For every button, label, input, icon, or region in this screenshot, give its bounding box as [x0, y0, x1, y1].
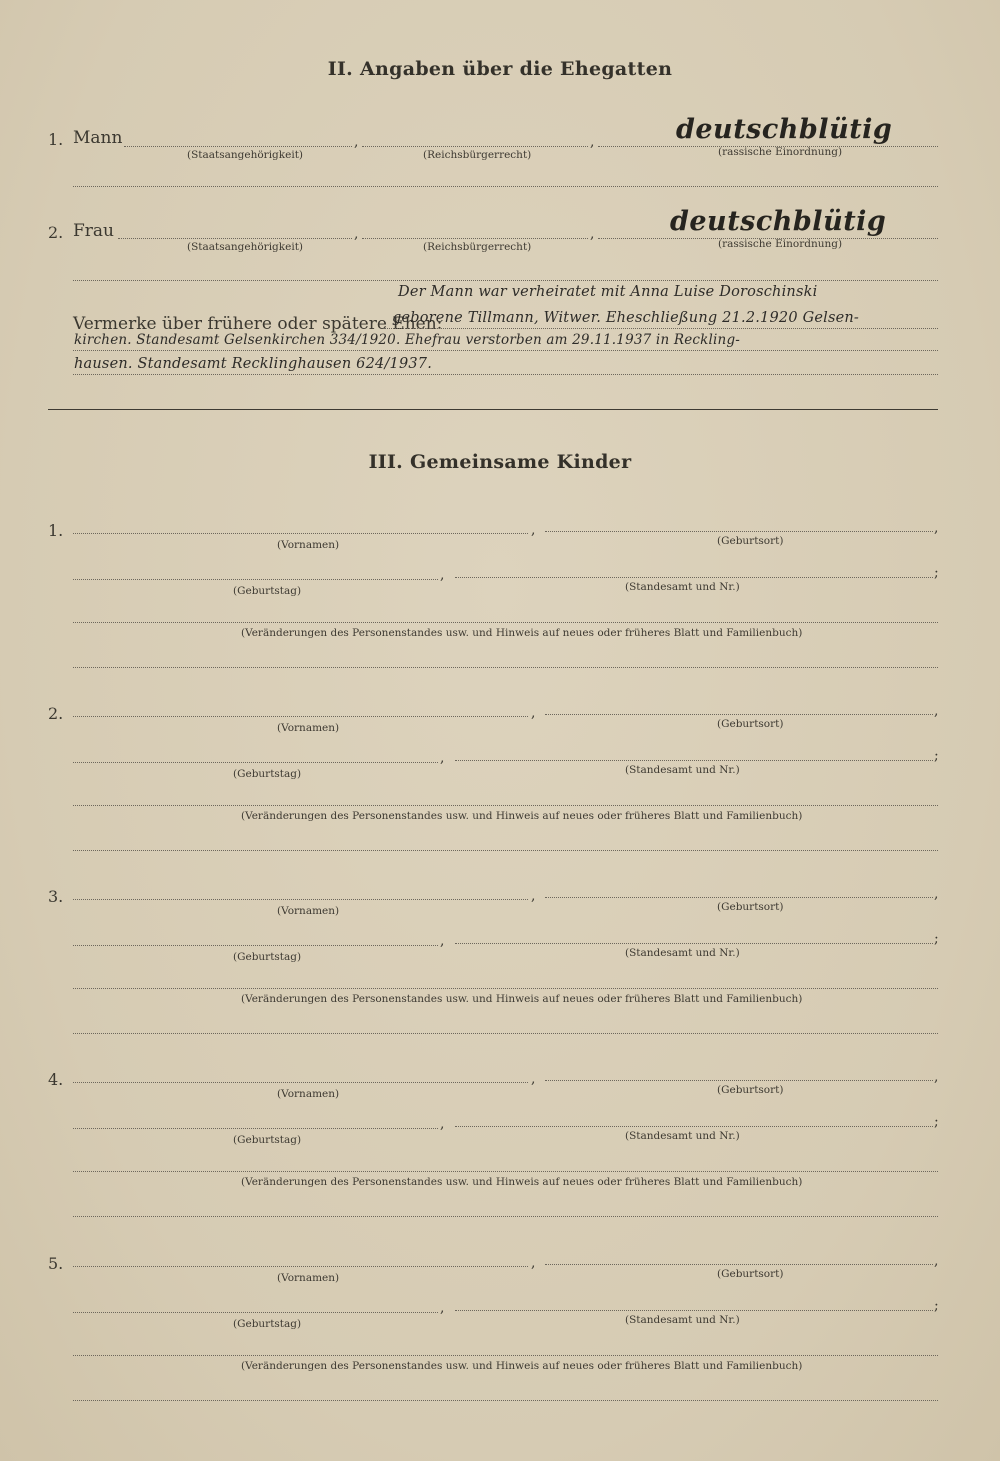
child-extra-line[interactable]: [73, 1033, 938, 1034]
child-veraenderungen-field[interactable]: [73, 1171, 938, 1172]
child-geburtsort-field[interactable]: [545, 1080, 933, 1081]
child-geburtstag-field[interactable]: [73, 945, 438, 946]
mann-extra-line[interactable]: [73, 186, 938, 187]
comma: ,: [440, 933, 445, 949]
comma: ,: [440, 567, 445, 583]
section-2-heading: II. Angaben über die Ehegatten: [327, 58, 673, 80]
mann-caption-staat: (Staatsangehörigkeit): [187, 149, 304, 161]
child-veraenderungen-field[interactable]: [73, 1355, 938, 1356]
comma: ,: [531, 522, 536, 538]
caption-veraenderungen: (Veränderungen des Personenstandes usw. und Hinweis auf neues oder früheres Blatt und Familienbuch): [241, 810, 803, 822]
child-veraenderungen-field[interactable]: [73, 988, 938, 989]
frau-caption-reich: (Reichsbürgerrecht): [423, 241, 532, 253]
child-geburtsort-field[interactable]: [545, 714, 933, 715]
child-geburtsort-field[interactable]: [545, 1264, 933, 1265]
caption-vornamen: (Vornamen): [277, 722, 340, 734]
comma: ,: [531, 1255, 536, 1271]
frau-label: Frau: [73, 221, 115, 241]
mann-caption-reich: (Reichsbürgerrecht): [423, 149, 532, 161]
vermerke-label: Vermerke über frühere oder spätere Ehen:: [73, 314, 443, 334]
vermerke-line-2: geborene Tillmann, Witwer. Eheschließung 21.2.1920 Gelsen-: [392, 310, 860, 326]
comma: ,: [934, 886, 939, 902]
child-vornamen-field[interactable]: [73, 1266, 528, 1267]
child-number: 3.: [48, 887, 64, 906]
child-vornamen-field[interactable]: [73, 716, 528, 717]
mann-number: 1.: [48, 130, 64, 149]
caption-geburtstag: (Geburtstag): [233, 951, 302, 963]
vermerke-line-4: hausen. Standesamt Recklinghausen 624/1937.: [74, 356, 433, 372]
child-extra-line[interactable]: [73, 1216, 938, 1217]
caption-standesamt: (Standesamt und Nr.): [625, 581, 740, 593]
comma: ,: [440, 1116, 445, 1132]
child-number: 1.: [48, 521, 64, 540]
child-geburtstag-field[interactable]: [73, 1312, 438, 1313]
child-standesamt-field[interactable]: [455, 760, 933, 761]
child-number: 2.: [48, 704, 64, 723]
comma: ,: [934, 703, 939, 719]
child-geburtstag-field[interactable]: [73, 762, 438, 763]
semicolon: ;: [934, 931, 939, 947]
vermerke-line-3: kirchen. Standesamt Gelsenkirchen 334/1920. Ehefrau verstorben am 29.11.1937 in Reckling-: [74, 332, 741, 348]
section-divider: [48, 409, 938, 410]
caption-standesamt: (Standesamt und Nr.): [625, 1130, 740, 1142]
vermerke-field-2[interactable]: [73, 350, 938, 351]
caption-geburtsort: (Geburtsort): [717, 718, 784, 730]
comma: ,: [934, 1069, 939, 1085]
caption-geburtsort: (Geburtsort): [717, 1084, 784, 1096]
child-standesamt-field[interactable]: [455, 577, 933, 578]
frau-number: 2.: [48, 223, 64, 242]
mann-reich-field[interactable]: [362, 146, 588, 147]
child-extra-line[interactable]: [73, 667, 938, 668]
comma: ,: [531, 705, 536, 721]
child-extra-line[interactable]: [73, 1400, 938, 1401]
caption-vornamen: (Vornamen): [277, 1088, 340, 1100]
caption-standesamt: (Standesamt und Nr.): [625, 1314, 740, 1326]
comma: ,: [934, 1253, 939, 1269]
child-extra-line[interactable]: [73, 850, 938, 851]
caption-geburtstag: (Geburtstag): [233, 1318, 302, 1330]
caption-veraenderungen: (Veränderungen des Personenstandes usw. und Hinweis auf neues oder früheres Blatt und Familienbuch): [241, 993, 803, 1005]
frau-einordnung-handwriting: deutschblütig: [670, 206, 887, 237]
child-vornamen-field[interactable]: [73, 1082, 528, 1083]
semicolon: ;: [934, 1114, 939, 1130]
caption-geburtsort: (Geburtsort): [717, 901, 784, 913]
child-geburtstag-field[interactable]: [73, 1128, 438, 1129]
caption-veraenderungen: (Veränderungen des Personenstandes usw. und Hinweis auf neues oder früheres Blatt und Familienbuch): [241, 1360, 803, 1372]
caption-standesamt: (Standesamt und Nr.): [625, 947, 740, 959]
child-vornamen-field[interactable]: [73, 533, 528, 534]
semicolon: ;: [934, 1298, 939, 1314]
semicolon: ;: [934, 565, 939, 581]
child-vornamen-field[interactable]: [73, 899, 528, 900]
frau-extra-line[interactable]: [73, 280, 938, 281]
comma: ,: [440, 750, 445, 766]
caption-vornamen: (Vornamen): [277, 905, 340, 917]
semicolon: ;: [934, 748, 939, 764]
vermerke-line-1: Der Mann war verheiratet mit Anna Luise Doroschinski: [398, 284, 818, 300]
child-geburtsort-field[interactable]: [545, 531, 933, 532]
frau-staat-field[interactable]: [118, 238, 352, 239]
caption-veraenderungen: (Veränderungen des Personenstandes usw. und Hinweis auf neues oder früheres Blatt und Familienbuch): [241, 627, 803, 639]
child-standesamt-field[interactable]: [455, 943, 933, 944]
caption-geburtsort: (Geburtsort): [717, 1268, 784, 1280]
vermerke-field-3[interactable]: [73, 374, 938, 375]
caption-standesamt: (Standesamt und Nr.): [625, 764, 740, 776]
mann-label: Mann: [73, 128, 123, 148]
child-standesamt-field[interactable]: [455, 1126, 933, 1127]
caption-geburtsort: (Geburtsort): [717, 535, 784, 547]
frau-reich-field[interactable]: [362, 238, 588, 239]
frau-caption-rasse: (rassische Einordnung): [718, 238, 843, 250]
child-geburtsort-field[interactable]: [545, 897, 933, 898]
caption-vornamen: (Vornamen): [277, 1272, 340, 1284]
mann-staat-field[interactable]: [124, 146, 352, 147]
caption-geburtstag: (Geburtstag): [233, 585, 302, 597]
comma: ,: [440, 1300, 445, 1316]
child-geburtstag-field[interactable]: [73, 579, 438, 580]
child-standesamt-field[interactable]: [455, 1310, 933, 1311]
child-veraenderungen-field[interactable]: [73, 805, 938, 806]
child-veraenderungen-field[interactable]: [73, 622, 938, 623]
caption-vornamen: (Vornamen): [277, 539, 340, 551]
caption-geburtstag: (Geburtstag): [233, 768, 302, 780]
form-page: II. Angaben über die Ehegatten 1. Mann , , deutschblütig (Staatsangehörigkeit) (Reichsbürgerrecht) (rassische Einordnung) 2. Frau , , deutschblütig (Staatsangehörigkeit) (Reichsbürgerrecht) (rassische Einordnung) Vermerke über frühere oder spätere Ehen: Der Mann war verheiratet mit Anna Luise Doroschinski geborene Tillmann, Witwer. Eheschließung 21.2.1920 Gelsen- kirchen. Standesamt Gelsenkirchen 334/1920. Ehefrau verstorben am 29.11.1937 in Reckling- hausen. Standesamt Recklinghausen 624/1937. III. Gemeinsame Kinder 1. , , (Vornamen) (Geburtsort) , ; (Geburtstag) (Standesamt und Nr.) (Veränderungen des Personenstandes usw. und Hinweis auf neues oder früheres Blatt und Familienbuch) 2. , , (Vornamen) (Geburtsort) , ; (Geburtstag) (Standesamt und Nr.) (Veränderungen des Personenstandes usw. und Hinweis auf neues oder früheres Blatt und Familienbuch) 3. , , (Vornamen) (Geburtsort) , ; (Geburtstag) (Standesamt und Nr.) (Veränderungen des Personenstandes usw. und Hinweis auf neues oder früheres Blatt und Familienbuch) 4. , , (Vornamen) (Geburtsort) , ; (Geburtstag) (Standesamt und Nr.) (Veränderungen des Personenstandes usw. und Hinweis auf neues oder früheres Blatt und Familienbuch) 5. , , (Vornamen) (Geburtsort) , ; (Geburtstag) (Standesamt und Nr.) (Veränderungen des Personenstandes usw. und Hinweis auf neues oder früheres Blatt und Familienbuch): [0, 0, 1000, 1461]
mann-caption-rasse: (rassische Einordnung): [718, 146, 843, 158]
caption-veraenderungen: (Veränderungen des Personenstandes usw. und Hinweis auf neues oder früheres Blatt und Familienbuch): [241, 1176, 803, 1188]
vermerke-field-1[interactable]: [384, 328, 938, 329]
child-number: 4.: [48, 1070, 64, 1089]
caption-geburtstag: (Geburtstag): [233, 1134, 302, 1146]
comma: ,: [531, 888, 536, 904]
comma: ,: [934, 520, 939, 536]
child-number: 5.: [48, 1254, 64, 1273]
mann-einordnung-handwriting: deutschblütig: [676, 114, 893, 145]
frau-caption-staat: (Staatsangehörigkeit): [187, 241, 304, 253]
section-3-heading: III. Gemeinsame Kinder: [368, 451, 632, 473]
comma: ,: [531, 1071, 536, 1087]
